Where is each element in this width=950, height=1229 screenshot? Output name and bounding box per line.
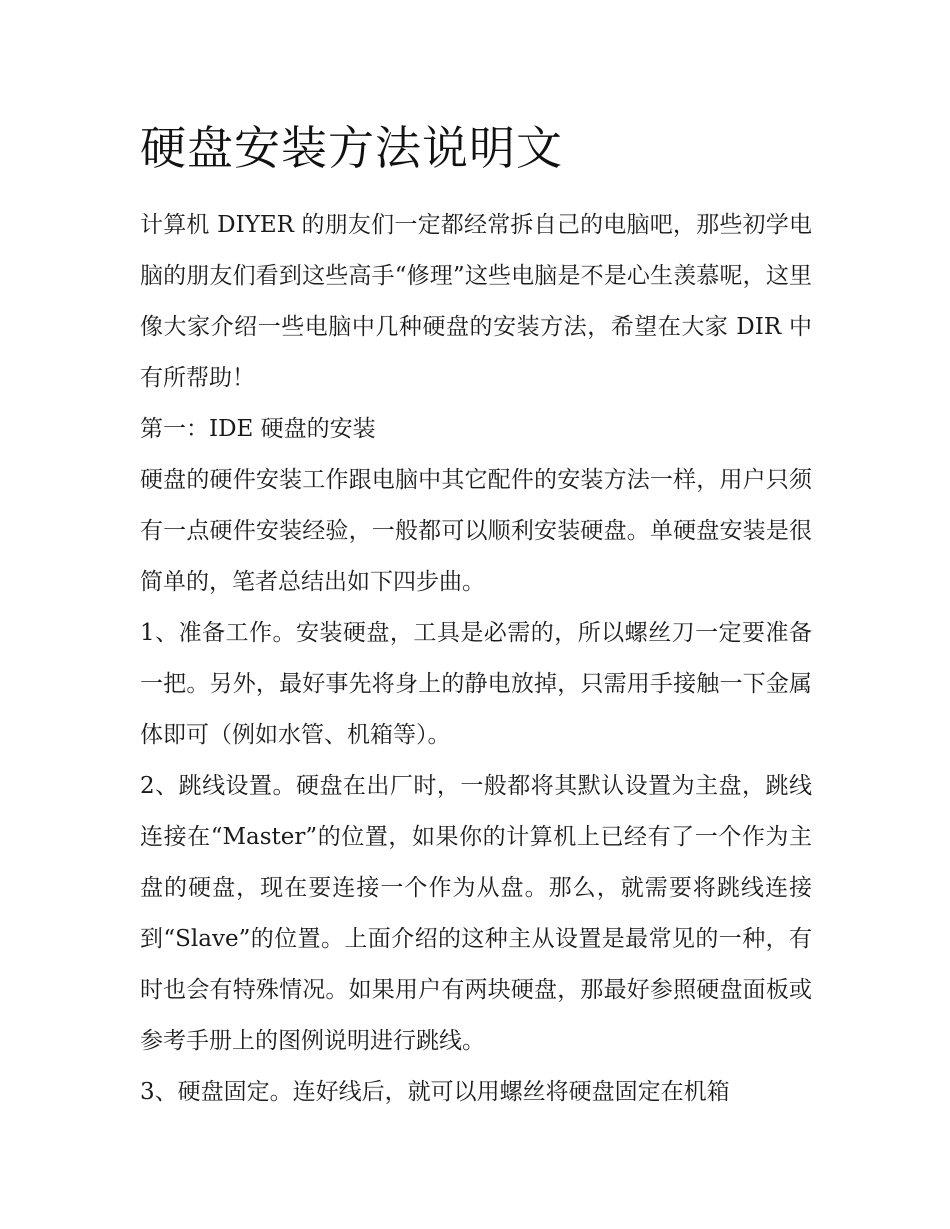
document-title: 硬盘安装方法说明文 (140, 121, 563, 175)
step-1-paragraph: 1、准备工作。安装硬盘，工具是必需的，所以螺丝刀一定要准备一把。另外，最好事先将身上的静电放掉，只需用手接触一下金属体即可（例如水管、机箱等）。 (140, 620, 812, 748)
step-3-paragraph: 3、硬盘固定。连好线后，就可以用螺丝将硬盘固定在机箱 (140, 1079, 730, 1105)
document-content (140, 118, 812, 1118)
document-body (140, 200, 812, 1118)
section-heading-ide: 第一：IDE 硬盘的安装 (140, 416, 376, 442)
step-2-paragraph: 2、跳线设置。硬盘在出厂时，一般都将其默认设置为主盘，跳线连接在“Master”的位置，如果你的计算机上已经有了一个作为主盘的硬盘，现在要连接一个作为从盘。那么，就需要将跳线连接到“Slave”的位置。上面介绍的这种主从设置是最常见的一种，有时也会有特殊情况。如果用户有两块硬盘，那最好参照硬盘面板或参考手册上的图例说明进行跳线。 (140, 773, 812, 1054)
intro-paragraph: 计算机 DIYER 的朋友们一定都经常拆自己的电脑吧，那些初学电脑的朋友们看到这些高手“修理”这些电脑是不是心生羡慕呢，这里像大家介绍一些电脑中几种硬盘的安装方法，希望在大家 DIR 中有所帮助！ (140, 212, 812, 391)
overview-paragraph: 硬盘的硬件安装工作跟电脑中其它配件的安装方法一样，用户只须有一点硬件安装经验，一般都可以顺利安装硬盘。单硬盘安装是很简单的，笔者总结出如下四步曲。 (140, 467, 812, 595)
